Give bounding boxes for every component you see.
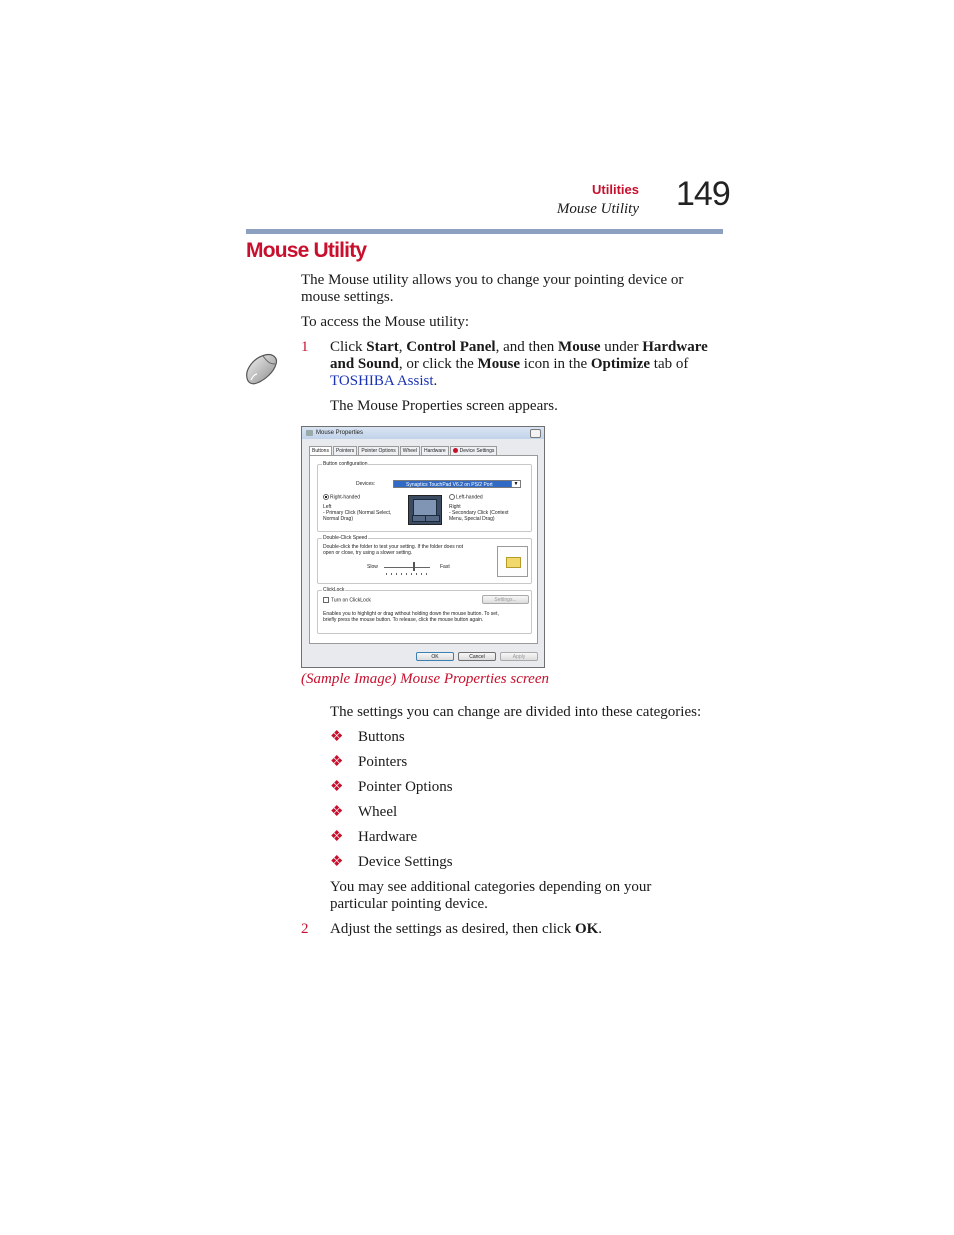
ok-button[interactable]: OK: [416, 652, 454, 661]
right-handed-radio[interactable]: [323, 494, 360, 500]
header-rule: [246, 229, 723, 234]
tab-device-settings-label: Device Settings: [459, 448, 495, 454]
radio-selected-icon: [323, 494, 329, 500]
list-item: [330, 779, 453, 796]
toshiba-assist-link[interactable]: TOSHIBA Assist: [330, 373, 434, 389]
chevron-down-icon: ▼: [511, 481, 520, 487]
radio-empty-icon: [449, 494, 455, 500]
additional-categories-note: You may see additional categories depending on your particular pointing device.: [330, 879, 652, 912]
tab-hardware[interactable]: Hardware: [421, 446, 449, 455]
slider-ticks: [386, 573, 430, 575]
checkbox-icon: [323, 597, 329, 603]
test-folder-box[interactable]: [497, 546, 528, 577]
close-icon[interactable]: [530, 429, 541, 438]
touchpad-surface: [413, 499, 437, 516]
bullet-icon: ❖: [330, 779, 344, 795]
tab-device-settings[interactable]: [450, 446, 498, 455]
double-click-speed-label: Double-Click Speed: [323, 535, 368, 541]
slow-label: Slow: [367, 564, 378, 570]
right-button-desc-1: - Secondary Click (Context: [449, 510, 509, 516]
button-configuration-label: Button configuration: [323, 461, 368, 467]
folder-icon: [506, 557, 521, 568]
list-item: [330, 804, 397, 821]
left-button-desc-2: Normal Drag): [323, 516, 354, 522]
devices-select-value: Synaptics TouchPad V6.2 on PS/2 Port: [406, 482, 493, 488]
left-handed-label: Left-handed: [456, 494, 483, 501]
dialog-title-bar: [302, 427, 544, 439]
clicklock-desc-1: Enables you to highlight or drag without holding down the mouse button. To set,: [323, 611, 499, 617]
clicklock-label: ClickLock: [323, 587, 345, 593]
clicklock-settings-button[interactable]: Settings...: [482, 595, 529, 604]
step-number-1: 1: [301, 339, 309, 355]
dialog-title: Mouse Properties: [316, 430, 364, 436]
running-header-subsection: Mouse Utility: [556, 201, 639, 217]
list-item: [330, 729, 405, 746]
double-click-speed-group: [317, 535, 532, 584]
bullet-icon: ❖: [330, 754, 344, 770]
figure-caption: (Sample Image) Mouse Properties screen: [301, 671, 549, 687]
bullet-icon: ❖: [330, 854, 344, 870]
clicklock-checkbox-label: Turn on ClickLock: [331, 597, 371, 604]
right-handed-label: Right-handed: [330, 494, 361, 501]
tab-pointer-options[interactable]: Pointer Options: [358, 446, 398, 455]
intro-paragraph: The Mouse utility allows you to change your pointing device or mouse settings.: [301, 272, 684, 305]
step-1-result: The Mouse Properties screen appears.: [330, 398, 558, 414]
button-configuration-group: [317, 461, 532, 532]
step-2-text: Adjust the settings as desired, then click OK.: [330, 921, 603, 937]
right-button-desc-2: Menu, Special Drag): [449, 516, 495, 522]
categories-intro: The settings you can change are divided into these categories:: [330, 704, 702, 720]
bullet-icon: ❖: [330, 804, 344, 820]
double-click-speed-slider[interactable]: [384, 567, 430, 568]
access-paragraph: To access the Mouse utility:: [301, 314, 470, 330]
step-number-2: 2: [301, 921, 309, 937]
left-handed-radio[interactable]: [449, 494, 483, 500]
running-header-section: Utilities: [592, 182, 639, 197]
list-item-label: Device Settings: [358, 854, 453, 870]
devices-select[interactable]: [393, 480, 521, 488]
touchpad-image: [408, 495, 442, 525]
section-heading: Mouse Utility: [246, 239, 367, 262]
mouse-properties-dialog: [301, 426, 545, 668]
clicklock-desc-2: briefly press the mouse button. To release, click the mouse button again.: [323, 617, 484, 623]
synaptics-icon: [453, 448, 458, 453]
clicklock-checkbox[interactable]: [323, 597, 371, 603]
mouse-app-icon: [306, 430, 313, 436]
double-click-desc-2: open or close, try using a slower setting.: [323, 550, 413, 556]
list-item: [330, 854, 453, 871]
fast-label: Fast: [440, 564, 450, 570]
left-button-title: Left: [323, 504, 332, 510]
bullet-icon: ❖: [330, 829, 344, 845]
bullet-icon: ❖: [330, 729, 344, 745]
clicklock-group: [317, 587, 532, 634]
list-item: [330, 829, 417, 846]
right-button-title: Right: [449, 504, 461, 510]
buttons-panel: [309, 455, 538, 644]
page-number: 149: [676, 175, 730, 213]
devices-label: Devices:: [356, 481, 376, 487]
tab-buttons[interactable]: Buttons: [309, 446, 332, 455]
left-button-desc-1: - Primary Click (Normal Select,: [323, 510, 392, 516]
list-item-label: Pointer Options: [358, 779, 453, 795]
apply-button[interactable]: Apply: [500, 652, 538, 661]
mouse-icon: [243, 352, 281, 386]
list-item: [330, 754, 407, 771]
list-item-label: Hardware: [358, 829, 418, 845]
list-item-label: Buttons: [358, 729, 405, 745]
list-item-label: Pointers: [358, 754, 408, 770]
cancel-button[interactable]: Cancel: [458, 652, 496, 661]
tab-wheel[interactable]: Wheel: [400, 446, 420, 455]
list-item-label: Wheel: [358, 804, 398, 820]
dialog-tabs: [309, 446, 498, 455]
double-click-desc-1: Double-click the folder to test your setting. If the folder does not: [323, 544, 464, 550]
touchpad-right-button: [425, 515, 440, 522]
slider-thumb[interactable]: [413, 562, 415, 571]
step-1-text: Click Start, Control Panel, and then Mouse under Hardware and Sound, or click the Mouse icon in the Optimize tab of TOSHIBA Assist.: [330, 339, 708, 389]
tab-pointers[interactable]: Pointers: [333, 446, 357, 455]
